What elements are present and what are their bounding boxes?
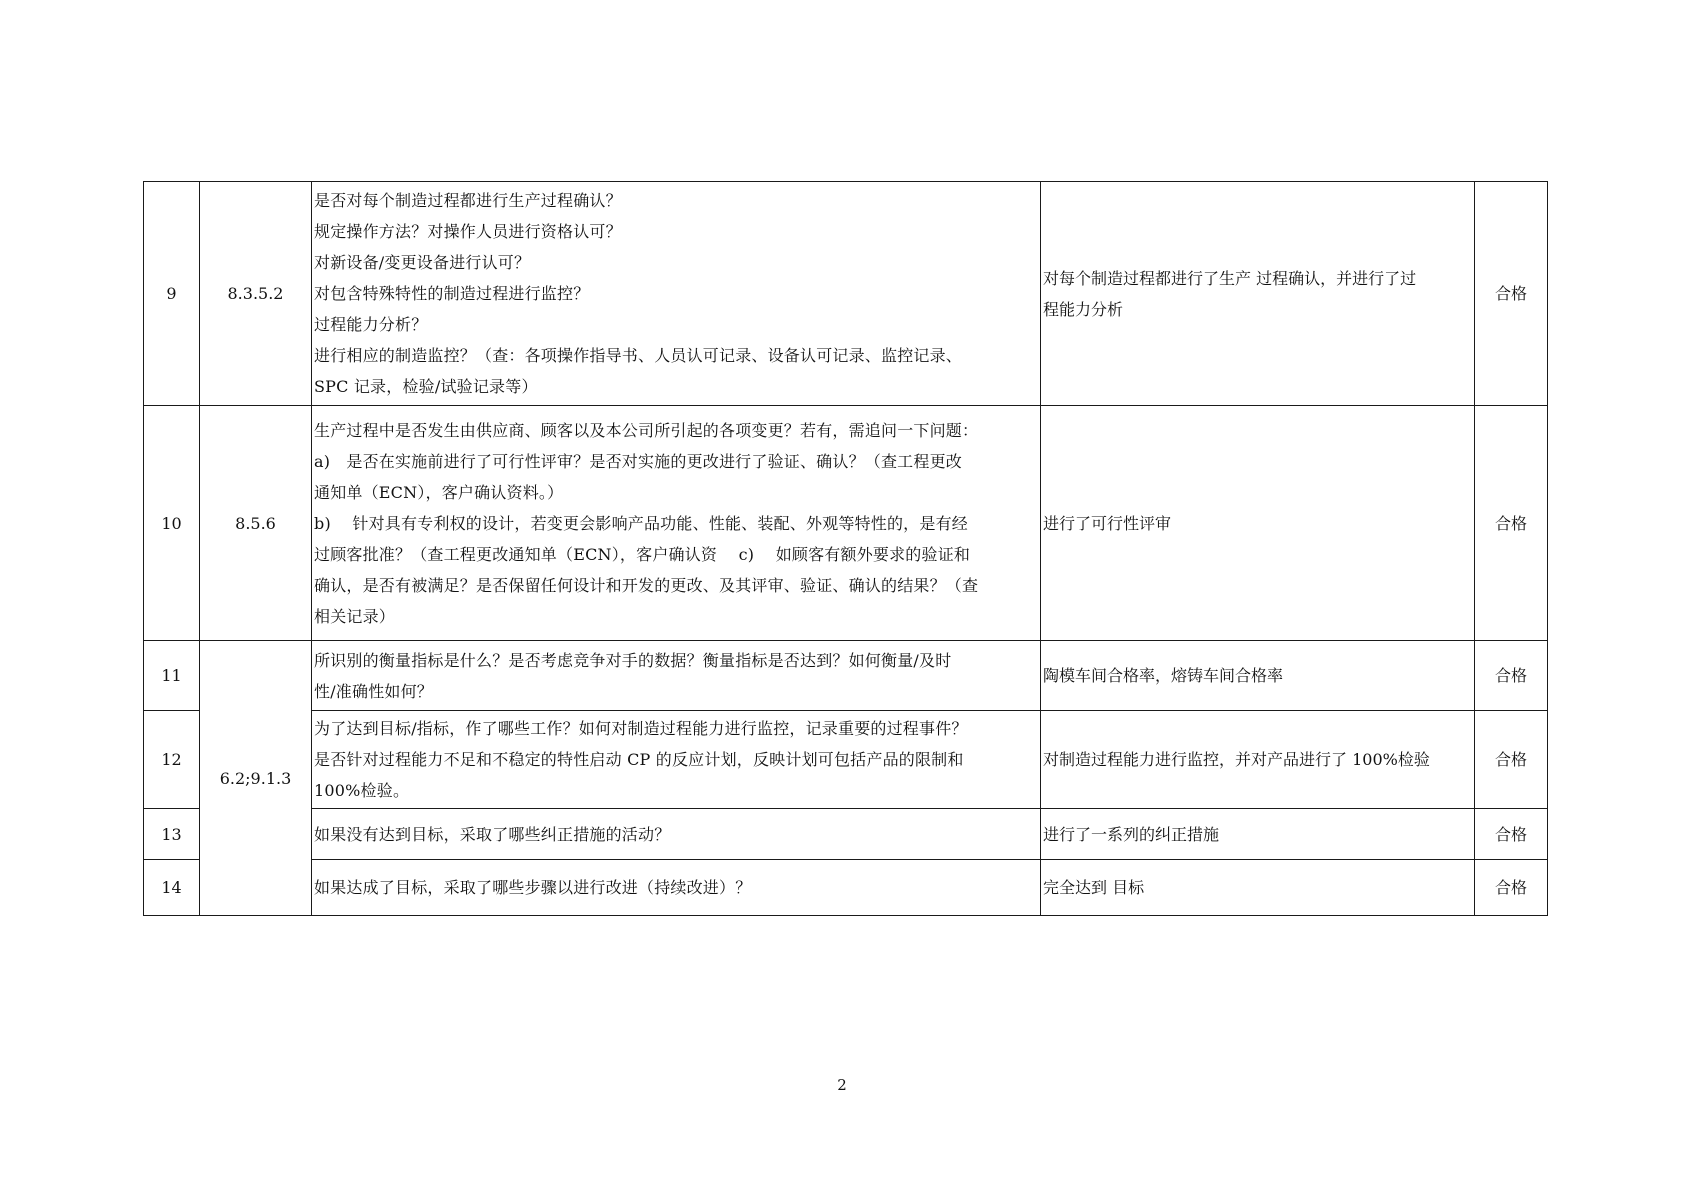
item-number: 12	[144, 711, 200, 809]
question-line: 如果达成了目标，采取了哪些步骤以进行改进（持续改进）？	[314, 878, 752, 897]
audit-evidence	[1041, 641, 1475, 711]
audit-question	[312, 406, 1041, 641]
audit-evidence	[1041, 406, 1475, 641]
table-row	[144, 406, 1548, 641]
question-line: 为了达到目标/指标，作了哪些工作？如何对制造过程能力进行监控，记录重要的过程事件？	[314, 719, 968, 738]
question-line: 相关记录）	[314, 606, 396, 626]
evidence-line: 程能力分析	[1043, 299, 1124, 319]
question-line: 过程能力分析？	[314, 315, 428, 334]
question-line: 是否对每个制造过程都进行生产过程确认？	[314, 191, 622, 210]
audit-result: 合格	[1475, 406, 1548, 641]
table-row	[144, 641, 1548, 711]
table-row	[144, 182, 1548, 406]
table-row	[144, 809, 1548, 860]
evidence-line: 进行了一系列的纠正措施	[1043, 824, 1220, 844]
audit-evidence	[1041, 182, 1475, 406]
question-line: 确认，是否有被满足？是否保留任何设计和开发的更改、及其评审、验证、确认的结果？（查	[314, 575, 979, 595]
question-line: 性/准确性如何？	[314, 681, 433, 701]
audit-evidence	[1041, 711, 1475, 809]
item-number: 14	[144, 860, 200, 916]
audit-result: 合格	[1475, 641, 1548, 711]
question-line: 过顾客批准？（查工程更改通知单（ECN），客户确认资 c) 如顾客有额外要求的验证和	[314, 544, 971, 564]
item-number: 13	[144, 809, 200, 860]
audit-question	[312, 860, 1041, 916]
audit-evidence	[1041, 809, 1475, 860]
audit-question	[312, 711, 1041, 809]
audit-result: 合格	[1475, 182, 1548, 406]
audit-evidence	[1041, 860, 1475, 916]
table-row	[144, 711, 1548, 809]
question-line: 对新设备/变更设备进行认可？	[314, 253, 531, 272]
clause-reference: 6.2;9.1.3	[200, 641, 312, 916]
audit-question	[312, 809, 1041, 860]
question-line: SPC 记录，检验/试验记录等）	[314, 377, 538, 396]
audit-result: 合格	[1475, 809, 1548, 860]
question-line: 规定操作方法？对操作人员进行资格认可？	[314, 222, 622, 241]
question-line: b) 针对具有专利权的设计，若变更会影响产品功能、性能、装配、外观等特性的，是有经	[314, 513, 968, 533]
clause-reference: 8.5.6	[200, 406, 312, 641]
page-number: 2	[837, 1076, 847, 1094]
evidence-line: 陶模车间合格率，熔铸车间合格率	[1043, 666, 1284, 685]
question-line: 如果没有达到目标，采取了哪些纠正措施的活动？	[314, 824, 671, 844]
evidence-line: 对每个制造过程都进行了生产 过程确认，并进行了过	[1043, 268, 1417, 288]
evidence-line: 完全达到 目标	[1043, 878, 1145, 897]
item-number: 9	[144, 182, 200, 406]
question-line: 生产过程中是否发生由供应商、顾客以及本公司所引起的各项变更？若有，需追问一下问题：	[314, 420, 979, 440]
audit-question	[312, 182, 1041, 406]
table-row	[144, 860, 1548, 916]
audit-result: 合格	[1475, 860, 1548, 916]
question-line: 对包含特殊特性的制造过程进行监控？	[314, 284, 590, 303]
audit-question	[312, 641, 1041, 711]
audit-checklist-table	[143, 181, 1548, 916]
question-line: 是否针对过程能力不足和不稳定的特性启动 CP 的反应计划，反映计划可包括产品的限制和	[314, 750, 964, 769]
question-line: a) 是否在实施前进行了可行性评审？是否对实施的更改进行了验证、确认？（查工程更改	[314, 451, 962, 471]
item-number: 10	[144, 406, 200, 641]
question-line: 通知单（ECN），客户确认资料。）	[314, 482, 564, 502]
question-line: 进行相应的制造监控？（查：各项操作指导书、人员认可记录、设备认可记录、监控记录、	[314, 346, 963, 365]
item-number: 11	[144, 641, 200, 711]
question-line: 100%检验。	[314, 781, 410, 800]
question-line: 所识别的衡量指标是什么？是否考虑竞争对手的数据？衡量指标是否达到？如何衡量/及时	[314, 650, 952, 670]
evidence-line: 对制造过程能力进行监控，并对产品进行了 100%检验	[1043, 750, 1430, 769]
evidence-line: 进行了可行性评审	[1043, 513, 1172, 533]
clause-reference: 8.3.5.2	[200, 182, 312, 406]
audit-result: 合格	[1475, 711, 1548, 809]
